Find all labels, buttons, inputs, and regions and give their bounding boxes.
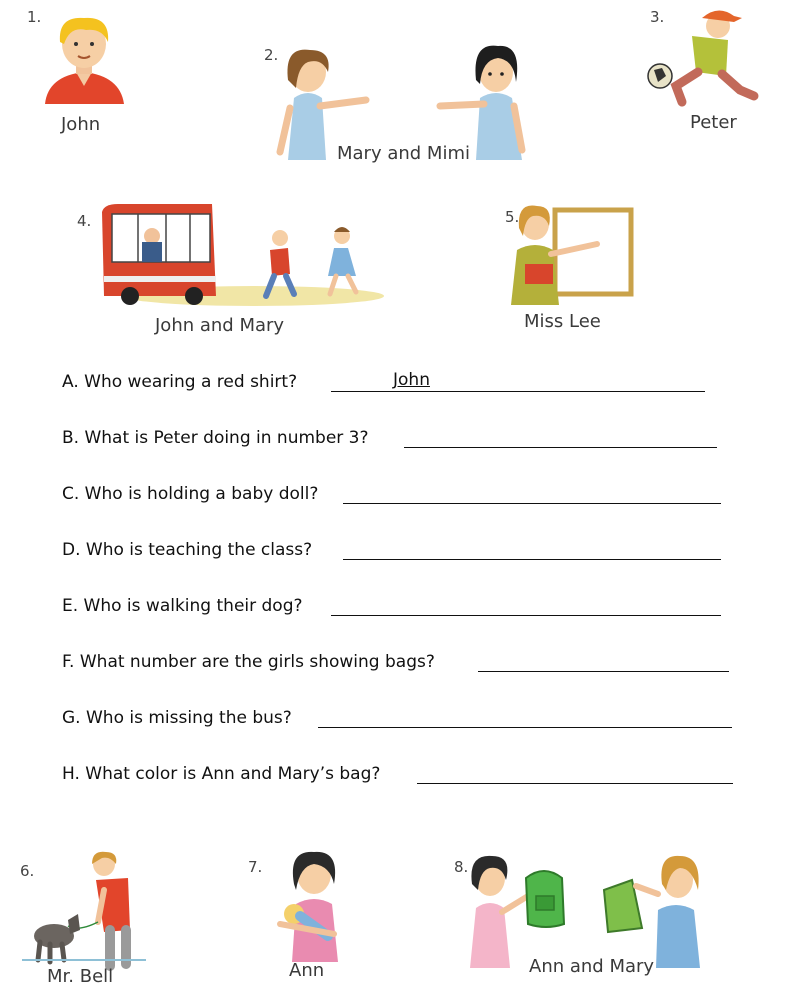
- picture-number-1: 1.: [27, 8, 42, 26]
- answer-line-d[interactable]: [343, 559, 721, 560]
- mimi-illustration: [432, 40, 532, 160]
- picture-number-8: 8.: [454, 858, 469, 876]
- answer-line-e[interactable]: [331, 615, 721, 616]
- picture-number-5: 5.: [505, 208, 520, 226]
- question-d: D. Who is teaching the class?: [62, 540, 313, 560]
- peter-kicking-ball-illustration: [642, 6, 764, 110]
- bus-and-children-illustration: [94, 200, 384, 310]
- ann-holding-doll-illustration: [262, 850, 362, 962]
- question-f: F. What number are the girls showing bags?: [62, 652, 435, 672]
- picture-caption-7: Ann: [289, 960, 325, 981]
- mr-bell-walking-dog-illustration: [18, 850, 150, 968]
- picture-number-4: 4.: [77, 212, 92, 230]
- answer-line-b[interactable]: [404, 447, 717, 448]
- question-g: G. Who is missing the bus?: [62, 708, 292, 728]
- picture-caption-1: John: [61, 114, 101, 135]
- picture-number-2: 2.: [264, 46, 279, 64]
- answer-line-g[interactable]: [318, 727, 732, 728]
- picture-caption-4: John and Mary: [155, 315, 285, 336]
- picture-number-3: 3.: [650, 8, 665, 26]
- answer-line-a[interactable]: [331, 391, 705, 392]
- picture-number-7: 7.: [248, 858, 263, 876]
- question-h: H. What color is Ann and Mary’s bag?: [62, 764, 381, 784]
- picture-caption-3: Peter: [690, 112, 737, 133]
- question-a: A. Who wearing a red shirt?: [62, 372, 298, 392]
- answer-line-h[interactable]: [417, 783, 733, 784]
- miss-lee-teaching-illustration: [505, 200, 635, 305]
- ann-and-mary-showing-bags-illustration: [458, 850, 728, 970]
- answer-line-f[interactable]: [478, 671, 729, 672]
- picture-caption-8: Ann and Mary: [529, 956, 655, 977]
- picture-caption-2: Mary and Mimi: [337, 143, 470, 164]
- answer-line-c[interactable]: [343, 503, 721, 504]
- question-e: E. Who is walking their dog?: [62, 596, 303, 616]
- question-c: C. Who is holding a baby doll?: [62, 484, 319, 504]
- john-portrait-illustration: [40, 12, 130, 104]
- question-b: B. What is Peter doing in number 3?: [62, 428, 369, 448]
- picture-caption-6: Mr. Bell: [47, 966, 114, 987]
- picture-number-6: 6.: [20, 862, 35, 880]
- answer-a: John: [393, 370, 430, 390]
- picture-caption-5: Miss Lee: [524, 311, 601, 332]
